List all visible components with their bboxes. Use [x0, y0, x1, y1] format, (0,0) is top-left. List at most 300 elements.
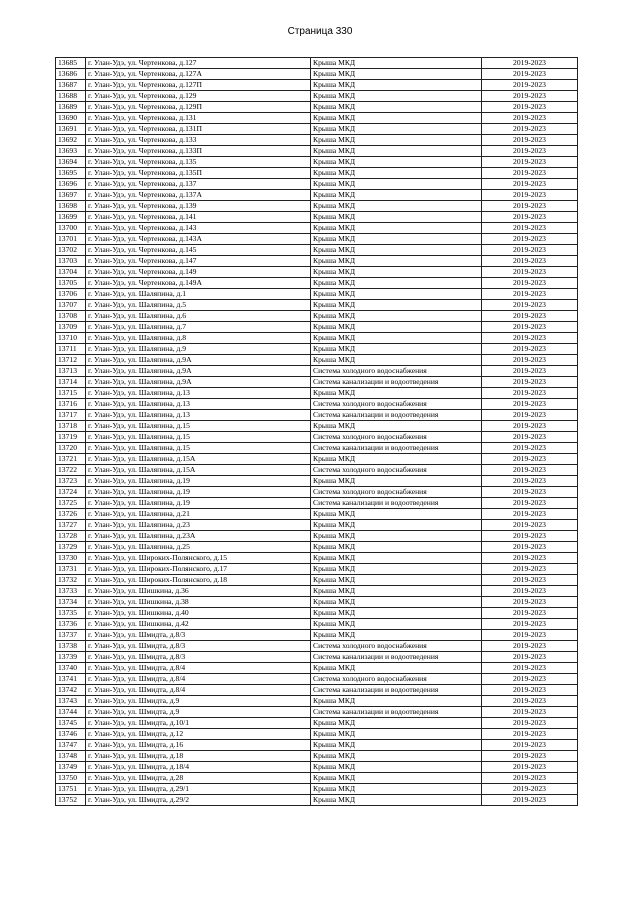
period-cell: 2019-2023: [482, 575, 578, 586]
address-cell: г. Улан-Удэ, ул. Шаляпина, д.19: [86, 487, 311, 498]
period-cell: 2019-2023: [482, 322, 578, 333]
address-cell: г. Улан-Удэ, ул. Шаляпина, д.9: [86, 344, 311, 355]
table-row: [56, 740, 578, 751]
period-cell: 2019-2023: [482, 388, 578, 399]
period-cell: 2019-2023: [482, 520, 578, 531]
work-type-cell: Крыша МКД: [311, 80, 482, 91]
table-row: [56, 498, 578, 509]
record-number-cell: 13712: [56, 355, 86, 366]
address-cell: г. Улан-Удэ, ул. Шмидта, д.9: [86, 707, 311, 718]
period-cell: 2019-2023: [482, 278, 578, 289]
record-number-cell: 13735: [56, 608, 86, 619]
work-type-cell: Крыша МКД: [311, 773, 482, 784]
record-number-cell: 13723: [56, 476, 86, 487]
work-type-cell: Система канализации и водоотведения: [311, 443, 482, 454]
work-type-cell: Система канализации и водоотведения: [311, 707, 482, 718]
table-row: [56, 641, 578, 652]
address-cell: г. Улан-Удэ, ул. Чертенкова, д.139: [86, 201, 311, 212]
record-number-cell: 13747: [56, 740, 86, 751]
work-type-cell: Крыша МКД: [311, 619, 482, 630]
work-type-cell: Система канализации и водоотведения: [311, 410, 482, 421]
work-type-cell: Крыша МКД: [311, 190, 482, 201]
work-type-cell: Система канализации и водоотведения: [311, 652, 482, 663]
period-cell: 2019-2023: [482, 751, 578, 762]
address-cell: г. Улан-Удэ, ул. Шишкина, д.40: [86, 608, 311, 619]
period-cell: 2019-2023: [482, 344, 578, 355]
record-number-cell: 13699: [56, 212, 86, 223]
address-cell: г. Улан-Удэ, ул. Чертенкова, д.143: [86, 223, 311, 234]
table-row: [56, 784, 578, 795]
address-cell: г. Улан-Удэ, ул. Шмидта, д.29/1: [86, 784, 311, 795]
address-cell: г. Улан-Удэ, ул. Шмидта, д.18/4: [86, 762, 311, 773]
period-cell: 2019-2023: [482, 685, 578, 696]
address-cell: г. Улан-Удэ, ул. Шаляпина, д.5: [86, 300, 311, 311]
record-number-cell: 13744: [56, 707, 86, 718]
table-row: [56, 729, 578, 740]
period-cell: 2019-2023: [482, 355, 578, 366]
work-type-cell: Крыша МКД: [311, 113, 482, 124]
address-cell: г. Улан-Удэ, ул. Шаляпина, д.15А: [86, 454, 311, 465]
table-row: [56, 322, 578, 333]
work-type-cell: Крыша МКД: [311, 355, 482, 366]
period-cell: 2019-2023: [482, 707, 578, 718]
address-cell: г. Улан-Удэ, ул. Чертенкова, д.133: [86, 135, 311, 146]
period-cell: 2019-2023: [482, 619, 578, 630]
address-cell: г. Улан-Удэ, ул. Шаляпина, д.13: [86, 399, 311, 410]
record-number-cell: 13727: [56, 520, 86, 531]
record-number-cell: 13719: [56, 432, 86, 443]
record-number-cell: 13721: [56, 454, 86, 465]
period-cell: 2019-2023: [482, 465, 578, 476]
work-type-cell: Крыша МКД: [311, 575, 482, 586]
table-row: [56, 201, 578, 212]
record-number-cell: 13702: [56, 245, 86, 256]
work-type-cell: Крыша МКД: [311, 454, 482, 465]
work-type-cell: Крыша МКД: [311, 696, 482, 707]
work-type-cell: Крыша МКД: [311, 718, 482, 729]
work-type-cell: Крыша МКД: [311, 201, 482, 212]
work-type-cell: Крыша МКД: [311, 91, 482, 102]
address-cell: г. Улан-Удэ, ул. Чертенкова, д.141: [86, 212, 311, 223]
record-number-cell: 13707: [56, 300, 86, 311]
work-type-cell: Крыша МКД: [311, 223, 482, 234]
table-row: [56, 278, 578, 289]
table-row: [56, 509, 578, 520]
table-row: [56, 80, 578, 91]
work-type-cell: Крыша МКД: [311, 784, 482, 795]
record-number-cell: 13722: [56, 465, 86, 476]
address-cell: г. Улан-Удэ, ул. Чертенкова, д.127: [86, 58, 311, 69]
record-number-cell: 13740: [56, 663, 86, 674]
period-cell: 2019-2023: [482, 102, 578, 113]
work-type-cell: Крыша МКД: [311, 520, 482, 531]
record-number-cell: 13695: [56, 168, 86, 179]
address-cell: г. Улан-Удэ, ул. Шаляпина, д.15: [86, 443, 311, 454]
work-type-cell: Крыша МКД: [311, 729, 482, 740]
table-row: [56, 355, 578, 366]
record-number-cell: 13748: [56, 751, 86, 762]
record-number-cell: 13717: [56, 410, 86, 421]
record-number-cell: 13737: [56, 630, 86, 641]
record-number-cell: 13715: [56, 388, 86, 399]
period-cell: 2019-2023: [482, 366, 578, 377]
record-number-cell: 13738: [56, 641, 86, 652]
period-cell: 2019-2023: [482, 333, 578, 344]
work-type-cell: Крыша МКД: [311, 333, 482, 344]
address-cell: г. Улан-Удэ, ул. Шмидта, д.8/3: [86, 652, 311, 663]
record-number-cell: 13724: [56, 487, 86, 498]
period-cell: 2019-2023: [482, 58, 578, 69]
record-number-cell: 13688: [56, 91, 86, 102]
period-cell: 2019-2023: [482, 795, 578, 806]
table-row: [56, 388, 578, 399]
table-row: [56, 168, 578, 179]
work-type-cell: Крыша МКД: [311, 476, 482, 487]
record-number-cell: 13691: [56, 124, 86, 135]
work-type-cell: Система холодного водоснабжения: [311, 674, 482, 685]
work-type-cell: Система канализации и водоотведения: [311, 498, 482, 509]
record-number-cell: 13686: [56, 69, 86, 80]
table-row: [56, 652, 578, 663]
record-number-cell: 13745: [56, 718, 86, 729]
table-row: [56, 377, 578, 388]
table-row: [56, 245, 578, 256]
table-row: [56, 520, 578, 531]
address-cell: г. Улан-Удэ, ул. Шишкина, д.36: [86, 586, 311, 597]
address-cell: г. Улан-Удэ, ул. Шаляпина, д.23А: [86, 531, 311, 542]
record-number-cell: 13709: [56, 322, 86, 333]
work-type-cell: Крыша МКД: [311, 388, 482, 399]
table-row: [56, 586, 578, 597]
address-cell: г. Улан-Удэ, ул. Шмидта, д.28: [86, 773, 311, 784]
table-row: [56, 718, 578, 729]
work-type-cell: Крыша МКД: [311, 146, 482, 157]
work-type-cell: Крыша МКД: [311, 663, 482, 674]
work-type-cell: Крыша МКД: [311, 102, 482, 113]
record-number-cell: 13716: [56, 399, 86, 410]
record-number-cell: 13718: [56, 421, 86, 432]
period-cell: 2019-2023: [482, 245, 578, 256]
table-row: [56, 531, 578, 542]
record-number-cell: 13690: [56, 113, 86, 124]
table-row: [56, 487, 578, 498]
address-cell: г. Улан-Удэ, ул. Чертенкова, д.131: [86, 113, 311, 124]
period-cell: 2019-2023: [482, 410, 578, 421]
record-number-cell: 13752: [56, 795, 86, 806]
table-row: [56, 135, 578, 146]
table-row: [56, 366, 578, 377]
table-row: [56, 630, 578, 641]
work-type-cell: Система канализации и водоотведения: [311, 377, 482, 388]
record-number-cell: 13736: [56, 619, 86, 630]
table-row: [56, 212, 578, 223]
period-cell: 2019-2023: [482, 652, 578, 663]
work-type-cell: Система канализации и водоотведения: [311, 685, 482, 696]
period-cell: 2019-2023: [482, 124, 578, 135]
address-cell: г. Улан-Удэ, ул. Чертенкова, д.127А: [86, 69, 311, 80]
table-row: [56, 102, 578, 113]
work-type-cell: Крыша МКД: [311, 630, 482, 641]
address-cell: г. Улан-Удэ, ул. Шаляпина, д.1: [86, 289, 311, 300]
address-cell: г. Улан-Удэ, ул. Шаляпина, д.15А: [86, 465, 311, 476]
period-cell: 2019-2023: [482, 146, 578, 157]
work-type-cell: Крыша МКД: [311, 135, 482, 146]
table-row: [56, 432, 578, 443]
period-cell: 2019-2023: [482, 729, 578, 740]
period-cell: 2019-2023: [482, 696, 578, 707]
address-cell: г. Улан-Удэ, ул. Чертенкова, д.129П: [86, 102, 311, 113]
page-title: Страница 330: [287, 26, 353, 37]
table-row: [56, 157, 578, 168]
work-type-cell: Крыша МКД: [311, 322, 482, 333]
record-number-cell: 13692: [56, 135, 86, 146]
record-number-cell: 13703: [56, 256, 86, 267]
record-number-cell: 13711: [56, 344, 86, 355]
address-cell: г. Улан-Удэ, ул. Шаляпина, д.15: [86, 421, 311, 432]
address-cell: г. Улан-Удэ, ул. Шаляпина, д.23: [86, 520, 311, 531]
period-cell: 2019-2023: [482, 630, 578, 641]
table-row: [56, 454, 578, 465]
table-row: [56, 421, 578, 432]
record-number-cell: 13725: [56, 498, 86, 509]
work-type-cell: Крыша МКД: [311, 124, 482, 135]
table-row: [56, 300, 578, 311]
period-cell: 2019-2023: [482, 80, 578, 91]
record-number-cell: 13696: [56, 179, 86, 190]
work-type-cell: Крыша МКД: [311, 278, 482, 289]
period-cell: 2019-2023: [482, 740, 578, 751]
work-type-cell: Система холодного водоснабжения: [311, 465, 482, 476]
address-cell: г. Улан-Удэ, ул. Шаляпина, д.9А: [86, 377, 311, 388]
table-row: [56, 267, 578, 278]
period-cell: 2019-2023: [482, 476, 578, 487]
work-type-cell: Крыша МКД: [311, 168, 482, 179]
period-cell: 2019-2023: [482, 190, 578, 201]
work-type-cell: Крыша МКД: [311, 300, 482, 311]
record-number-cell: 13701: [56, 234, 86, 245]
period-cell: 2019-2023: [482, 212, 578, 223]
record-number-cell: 13742: [56, 685, 86, 696]
work-type-cell: Система холодного водоснабжения: [311, 366, 482, 377]
table-row: [56, 124, 578, 135]
period-cell: 2019-2023: [482, 377, 578, 388]
record-number-cell: 13713: [56, 366, 86, 377]
period-cell: 2019-2023: [482, 718, 578, 729]
record-number-cell: 13729: [56, 542, 86, 553]
period-cell: 2019-2023: [482, 487, 578, 498]
period-cell: 2019-2023: [482, 509, 578, 520]
record-number-cell: 13732: [56, 575, 86, 586]
work-type-cell: Крыша МКД: [311, 762, 482, 773]
address-cell: г. Улан-Удэ, ул. Шаляпина, д.9А: [86, 355, 311, 366]
period-cell: 2019-2023: [482, 311, 578, 322]
record-number-cell: 13746: [56, 729, 86, 740]
work-type-cell: Крыша МКД: [311, 531, 482, 542]
period-cell: 2019-2023: [482, 564, 578, 575]
work-type-cell: Крыша МКД: [311, 608, 482, 619]
table-row: [56, 333, 578, 344]
work-type-cell: Крыша МКД: [311, 58, 482, 69]
record-number-cell: 13739: [56, 652, 86, 663]
address-cell: г. Улан-Удэ, ул. Шишкина, д.38: [86, 597, 311, 608]
work-type-cell: Крыша МКД: [311, 564, 482, 575]
work-type-cell: Крыша МКД: [311, 212, 482, 223]
record-number-cell: 13726: [56, 509, 86, 520]
address-cell: г. Улан-Удэ, ул. Чертенкова, д.149А: [86, 278, 311, 289]
address-cell: г. Улан-Удэ, ул. Широких-Полянского, д.18: [86, 575, 311, 586]
record-number-cell: 13687: [56, 80, 86, 91]
address-cell: г. Улан-Удэ, ул. Широких-Полянского, д.17: [86, 564, 311, 575]
address-cell: г. Улан-Удэ, ул. Шаляпина, д.6: [86, 311, 311, 322]
period-cell: 2019-2023: [482, 432, 578, 443]
work-type-cell: Крыша МКД: [311, 509, 482, 520]
address-cell: г. Улан-Удэ, ул. Чертенкова, д.149: [86, 267, 311, 278]
period-cell: 2019-2023: [482, 135, 578, 146]
table-row: [56, 190, 578, 201]
period-cell: 2019-2023: [482, 69, 578, 80]
table-row: [56, 751, 578, 762]
period-cell: 2019-2023: [482, 443, 578, 454]
address-cell: г. Улан-Удэ, ул. Шаляпина, д.13: [86, 388, 311, 399]
address-cell: г. Улан-Удэ, ул. Шмидта, д.8/4: [86, 674, 311, 685]
work-type-cell: Крыша МКД: [311, 751, 482, 762]
address-cell: г. Улан-Удэ, ул. Чертенкова, д.135: [86, 157, 311, 168]
record-number-cell: 13730: [56, 553, 86, 564]
period-cell: 2019-2023: [482, 586, 578, 597]
period-cell: 2019-2023: [482, 531, 578, 542]
address-cell: г. Улан-Удэ, ул. Шмидта, д.8/3: [86, 630, 311, 641]
record-number-cell: 13734: [56, 597, 86, 608]
work-type-cell: Крыша МКД: [311, 586, 482, 597]
table-row: [56, 410, 578, 421]
work-type-cell: Крыша МКД: [311, 69, 482, 80]
address-cell: г. Улан-Удэ, ул. Шмидта, д.8/4: [86, 685, 311, 696]
table-row: [56, 289, 578, 300]
work-type-cell: Крыша МКД: [311, 597, 482, 608]
period-cell: 2019-2023: [482, 762, 578, 773]
period-cell: 2019-2023: [482, 399, 578, 410]
period-cell: 2019-2023: [482, 234, 578, 245]
period-cell: 2019-2023: [482, 454, 578, 465]
address-cell: г. Улан-Удэ, ул. Шаляпина, д.15: [86, 432, 311, 443]
period-cell: 2019-2023: [482, 674, 578, 685]
address-cell: г. Улан-Удэ, ул. Шишкина, д.42: [86, 619, 311, 630]
address-cell: г. Улан-Удэ, ул. Чертенкова, д.147: [86, 256, 311, 267]
period-cell: 2019-2023: [482, 773, 578, 784]
record-number-cell: 13743: [56, 696, 86, 707]
address-cell: г. Улан-Удэ, ул. Шмидта, д.16: [86, 740, 311, 751]
record-number-cell: 13708: [56, 311, 86, 322]
period-cell: 2019-2023: [482, 201, 578, 212]
address-cell: г. Улан-Удэ, ул. Широких-Полянского, д.15: [86, 553, 311, 564]
table-row: [56, 564, 578, 575]
period-cell: 2019-2023: [482, 256, 578, 267]
address-cell: г. Улан-Удэ, ул. Чертенкова, д.137А: [86, 190, 311, 201]
table-row: [56, 58, 578, 69]
table-row: [56, 773, 578, 784]
table-row: [56, 146, 578, 157]
work-type-cell: Крыша МКД: [311, 553, 482, 564]
address-cell: г. Улан-Удэ, ул. Шмидта, д.29/2: [86, 795, 311, 806]
record-number-cell: 13751: [56, 784, 86, 795]
address-cell: г. Улан-Удэ, ул. Шмидта, д.18: [86, 751, 311, 762]
table-row: [56, 234, 578, 245]
address-cell: г. Улан-Удэ, ул. Шаляпина, д.13: [86, 410, 311, 421]
table-row: [56, 575, 578, 586]
table-row: [56, 344, 578, 355]
address-cell: г. Улан-Удэ, ул. Шаляпина, д.19: [86, 498, 311, 509]
table-row: [56, 399, 578, 410]
table-row: [56, 663, 578, 674]
work-type-cell: Крыша МКД: [311, 795, 482, 806]
table-row: [56, 179, 578, 190]
address-cell: г. Улан-Удэ, ул. Шаляпина, д.7: [86, 322, 311, 333]
record-number-cell: 13728: [56, 531, 86, 542]
work-type-cell: Крыша МКД: [311, 344, 482, 355]
address-cell: г. Улан-Удэ, ул. Шаляпина, д.8: [86, 333, 311, 344]
address-cell: г. Улан-Удэ, ул. Шаляпина, д.19: [86, 476, 311, 487]
registry-table-body: [56, 58, 578, 806]
address-cell: г. Улан-Удэ, ул. Чертенкова, д.145: [86, 245, 311, 256]
table-row: [56, 542, 578, 553]
record-number-cell: 13749: [56, 762, 86, 773]
table-row: [56, 256, 578, 267]
period-cell: 2019-2023: [482, 157, 578, 168]
period-cell: 2019-2023: [482, 289, 578, 300]
record-number-cell: 13750: [56, 773, 86, 784]
table-row: [56, 91, 578, 102]
record-number-cell: 13698: [56, 201, 86, 212]
period-cell: 2019-2023: [482, 498, 578, 509]
record-number-cell: 13714: [56, 377, 86, 388]
table-row: [56, 608, 578, 619]
work-type-cell: Крыша МКД: [311, 740, 482, 751]
table-row: [56, 113, 578, 124]
address-cell: г. Улан-Удэ, ул. Чертенкова, д.127П: [86, 80, 311, 91]
address-cell: г. Улан-Удэ, ул. Чертенкова, д.129: [86, 91, 311, 102]
period-cell: 2019-2023: [482, 784, 578, 795]
address-cell: г. Улан-Удэ, ул. Чертенкова, д.133П: [86, 146, 311, 157]
table-row: [56, 465, 578, 476]
work-type-cell: Крыша МКД: [311, 421, 482, 432]
work-type-cell: Система холодного водоснабжения: [311, 432, 482, 443]
record-number-cell: 13700: [56, 223, 86, 234]
period-cell: 2019-2023: [482, 663, 578, 674]
table-row: [56, 707, 578, 718]
table-row: [56, 696, 578, 707]
work-type-cell: Крыша МКД: [311, 289, 482, 300]
record-number-cell: 13720: [56, 443, 86, 454]
period-cell: 2019-2023: [482, 641, 578, 652]
table-row: [56, 597, 578, 608]
address-cell: г. Улан-Удэ, ул. Шмидта, д.10/1: [86, 718, 311, 729]
table-row: [56, 553, 578, 564]
work-type-cell: Система холодного водоснабжения: [311, 641, 482, 652]
work-type-cell: Крыша МКД: [311, 311, 482, 322]
table-row: [56, 443, 578, 454]
address-cell: г. Улан-Удэ, ул. Шаляпина, д.9А: [86, 366, 311, 377]
address-cell: г. Улан-Удэ, ул. Шмидта, д.8/4: [86, 663, 311, 674]
period-cell: 2019-2023: [482, 542, 578, 553]
address-cell: г. Улан-Удэ, ул. Шаляпина, д.21: [86, 509, 311, 520]
work-type-cell: Система холодного водоснабжения: [311, 399, 482, 410]
table-row: [56, 762, 578, 773]
work-type-cell: Крыша МКД: [311, 179, 482, 190]
address-cell: г. Улан-Удэ, ул. Шаляпина, д.25: [86, 542, 311, 553]
record-number-cell: 13731: [56, 564, 86, 575]
period-cell: 2019-2023: [482, 597, 578, 608]
address-cell: г. Улан-Удэ, ул. Чертенкова, д.143А: [86, 234, 311, 245]
